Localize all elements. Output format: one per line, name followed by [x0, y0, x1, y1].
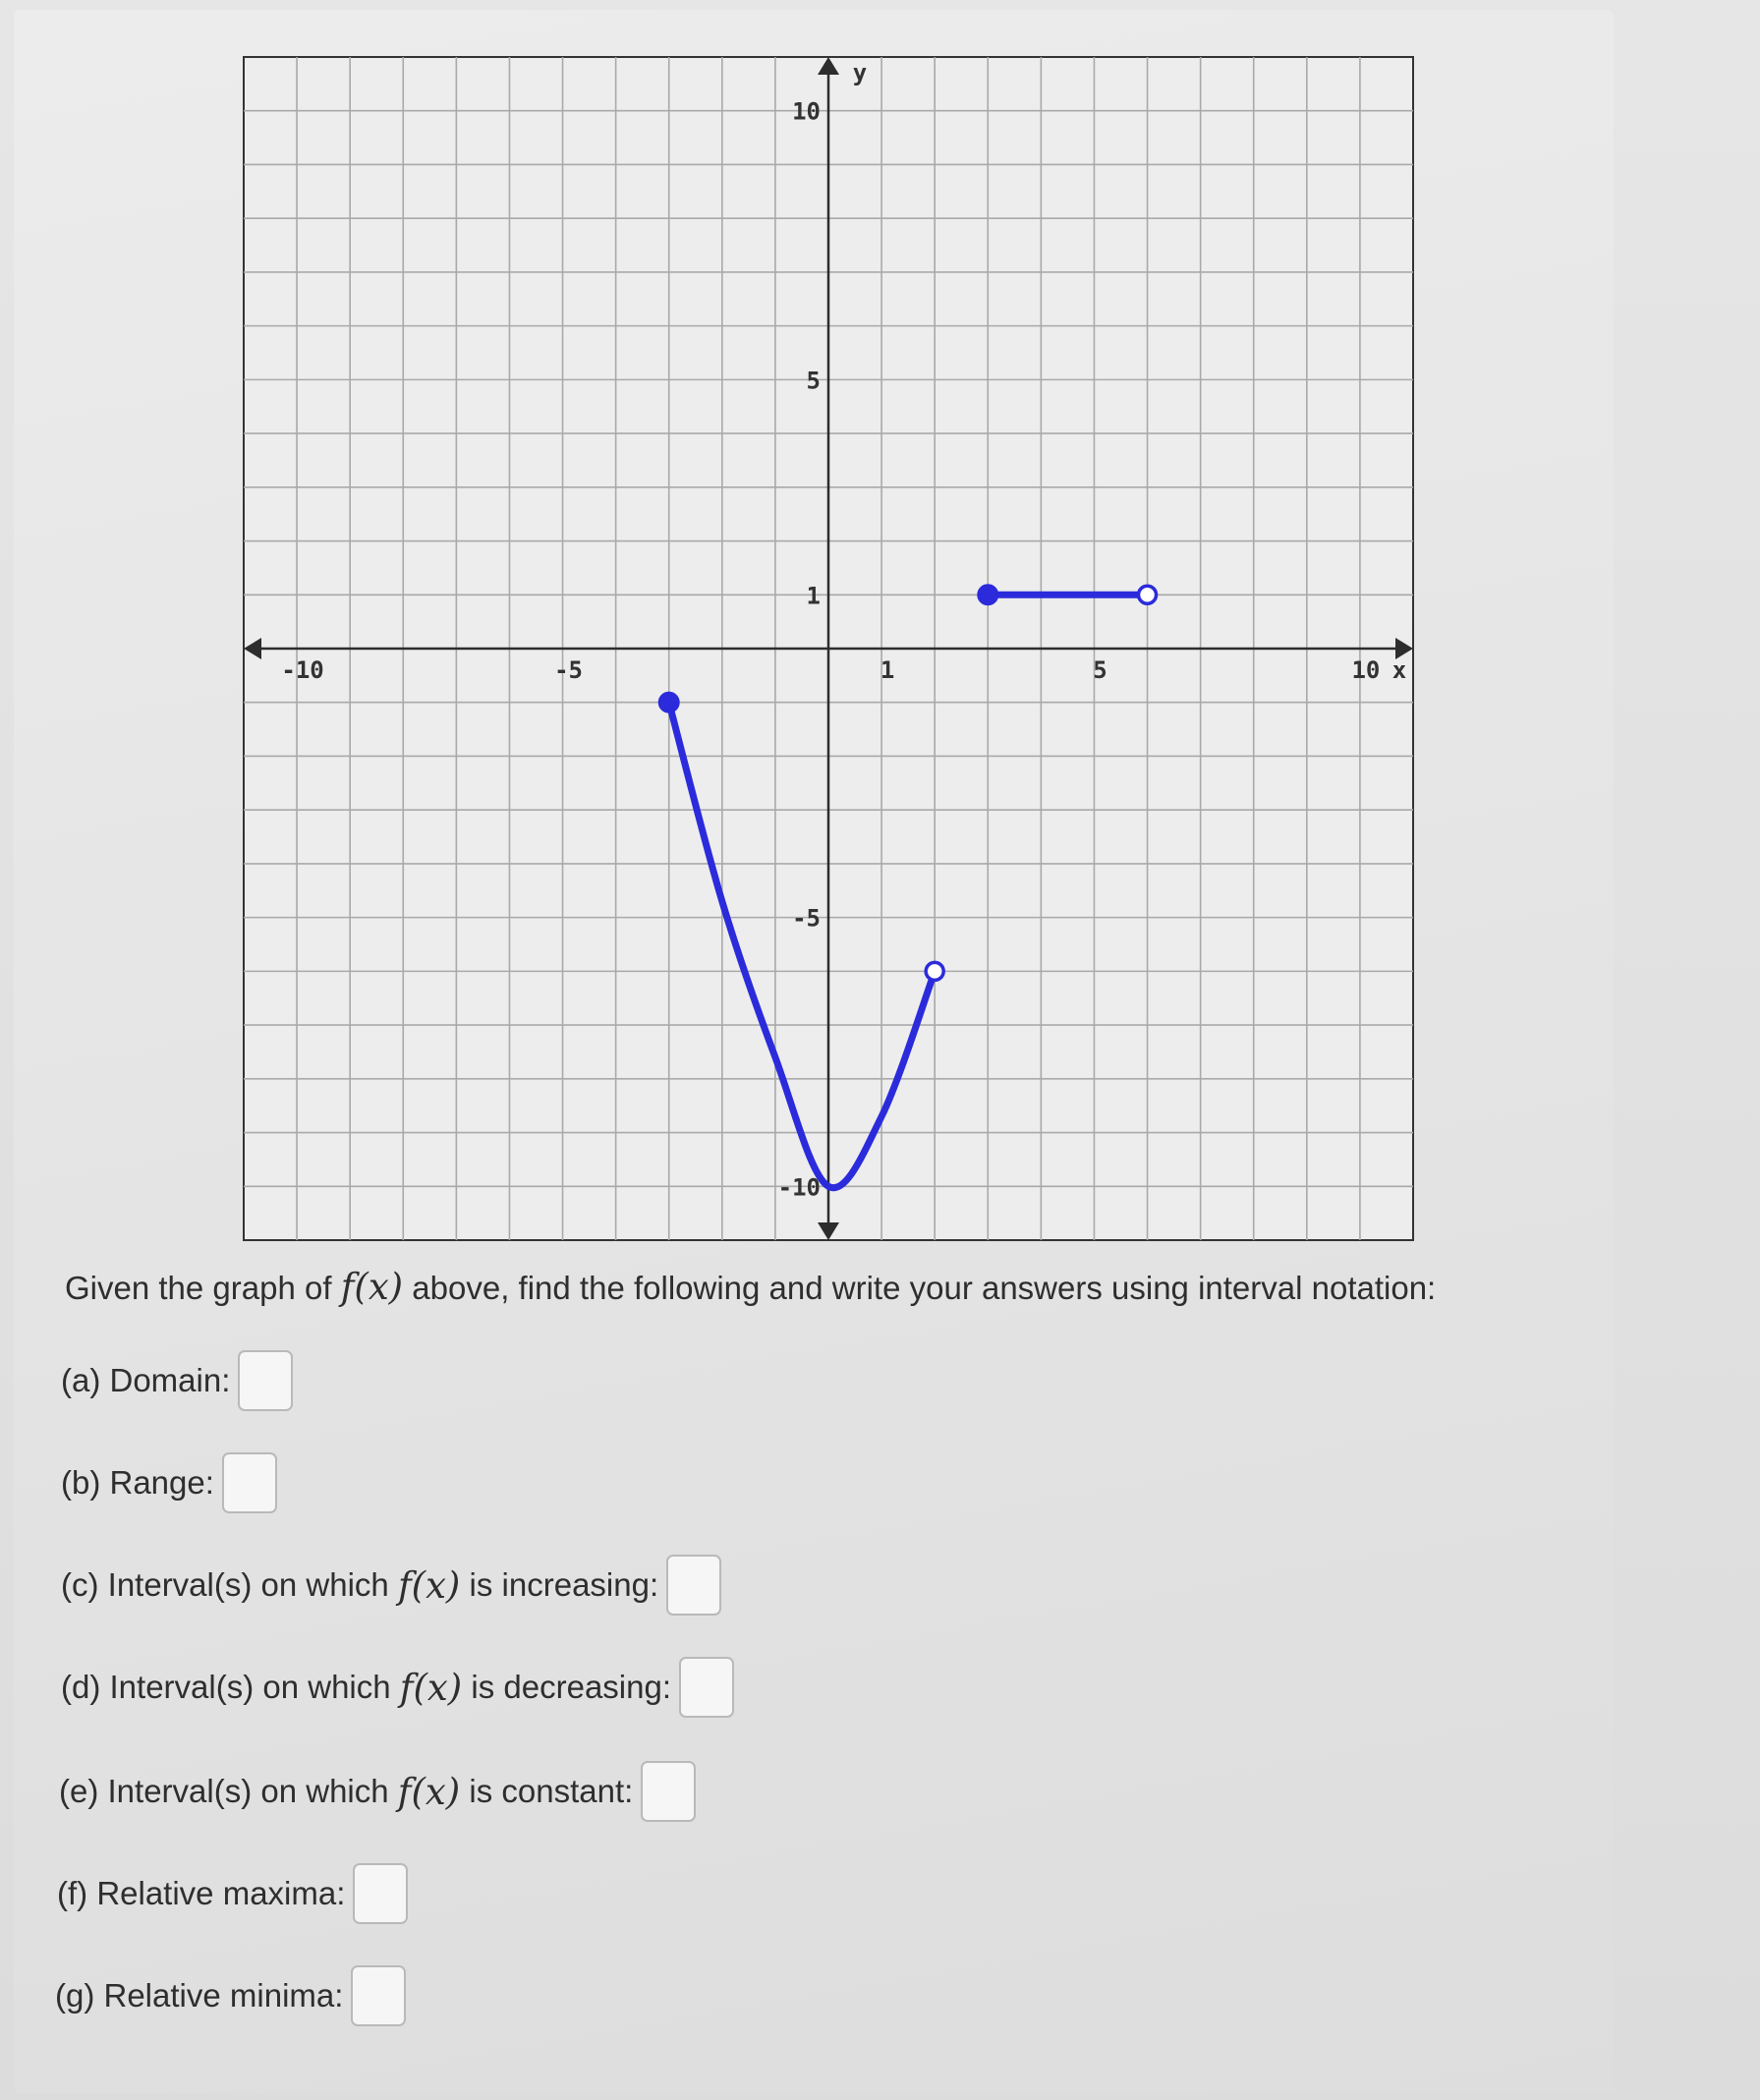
increasing-label-post: is increasing: — [469, 1566, 659, 1603]
minima-label: (g) Relative minima: — [55, 1977, 344, 2014]
range-answer-box[interactable] — [222, 1452, 277, 1513]
domain-label: (a) Domain: — [61, 1362, 231, 1398]
series-1-start-closed-point — [659, 693, 679, 712]
prompt-prefix: Given the graph of — [65, 1270, 332, 1306]
question-prompt — [65, 1266, 1436, 1308]
part-a-domain — [61, 1350, 293, 1411]
part-b-range — [61, 1452, 277, 1513]
x-axis-label: x — [1391, 656, 1407, 684]
constant-label-post: is constant: — [469, 1773, 634, 1809]
constant-label-pre: (e) Interval(s) on which — [59, 1773, 389, 1809]
decreasing-function-symbol: f(x) — [399, 1666, 463, 1709]
y-axis-label: y — [852, 59, 868, 86]
prompt-suffix: above, find the following and write your answers using interval notation: — [412, 1270, 1437, 1306]
maxima-label: (f) Relative maxima: — [57, 1875, 346, 1911]
y-tick-label: -10 — [777, 1173, 821, 1202]
y-tick-label: 5 — [806, 367, 821, 395]
x-tick-label: 10 — [1351, 656, 1381, 684]
function-symbol: f(x) — [340, 1266, 404, 1308]
series-2-start-closed-point — [978, 585, 997, 604]
constant-answer-box[interactable] — [641, 1761, 696, 1822]
decreasing-label-pre: (d) Interval(s) on which — [61, 1669, 391, 1705]
x-tick-label: 1 — [880, 656, 895, 684]
part-f-maxima — [57, 1863, 408, 1924]
function-graph — [236, 49, 1421, 1253]
x-tick-label: -10 — [281, 656, 324, 684]
domain-answer-box[interactable] — [238, 1350, 293, 1411]
graph-svg — [236, 49, 1421, 1248]
maxima-answer-box[interactable] — [353, 1863, 408, 1924]
constant-function-symbol: f(x) — [397, 1770, 461, 1813]
increasing-label-pre: (c) Interval(s) on which — [61, 1566, 389, 1603]
minima-answer-box[interactable] — [351, 1965, 406, 2026]
decreasing-answer-box[interactable] — [679, 1657, 734, 1718]
part-e-constant — [59, 1761, 696, 1822]
y-tick-label: 1 — [806, 582, 821, 610]
range-label: (b) Range: — [61, 1464, 214, 1501]
part-c-increasing — [61, 1555, 721, 1616]
increasing-function-symbol: f(x) — [397, 1563, 461, 1607]
part-g-minima — [55, 1965, 406, 2026]
y-tick-label: -5 — [792, 904, 821, 933]
y-tick-label: 10 — [792, 97, 821, 126]
part-d-decreasing — [61, 1657, 734, 1718]
x-tick-label: -5 — [554, 656, 583, 684]
series-2-end-open-point — [1139, 586, 1157, 603]
x-tick-label: 5 — [1093, 656, 1107, 684]
increasing-answer-box[interactable] — [666, 1555, 721, 1616]
series-1-end-open-point — [926, 962, 943, 980]
decreasing-label-post: is decreasing: — [471, 1669, 671, 1705]
